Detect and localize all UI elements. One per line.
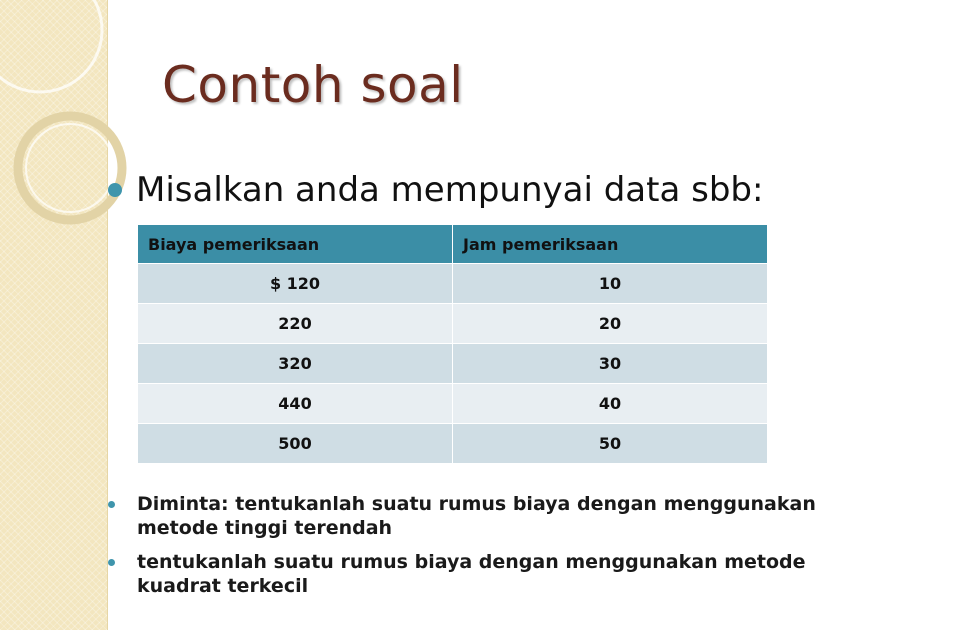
table-cell: 30 <box>453 344 768 384</box>
sub-bullet-text: Diminta: tentukanlah suatu rumus biaya dengan menggunakan metode tinggi terendah <box>137 493 816 539</box>
column-header-jam: Jam pemeriksaan <box>453 225 768 264</box>
bullet-dot-icon <box>108 559 115 566</box>
sub-bullet-list <box>108 492 848 608</box>
bullet-dot-icon <box>108 183 122 197</box>
table-header-row <box>138 225 768 264</box>
table-row <box>138 344 768 384</box>
main-bullet <box>108 170 763 210</box>
data-table <box>137 224 768 464</box>
slide-title: Contoh soal <box>162 56 464 114</box>
main-bullet-text: Misalkan anda mempunyai data sbb: <box>136 170 764 210</box>
table-cell: 40 <box>453 384 768 424</box>
table-row <box>138 264 768 304</box>
table-cell: $ 120 <box>138 264 453 304</box>
table-cell: 500 <box>138 424 453 464</box>
list-item <box>108 492 848 540</box>
column-header-biaya: Biaya pemeriksaan <box>138 225 453 264</box>
table-row <box>138 424 768 464</box>
table-cell: 320 <box>138 344 453 384</box>
table-row <box>138 384 768 424</box>
table-cell: 220 <box>138 304 453 344</box>
table-cell: 440 <box>138 384 453 424</box>
list-item <box>108 550 848 598</box>
sub-bullet-text: tentukanlah suatu rumus biaya dengan menggunakan metode kuadrat terkecil <box>137 551 806 597</box>
table-cell: 20 <box>453 304 768 344</box>
table-cell: 50 <box>453 424 768 464</box>
table-cell: 10 <box>453 264 768 304</box>
bullet-dot-icon <box>108 501 115 508</box>
table-row <box>138 304 768 344</box>
